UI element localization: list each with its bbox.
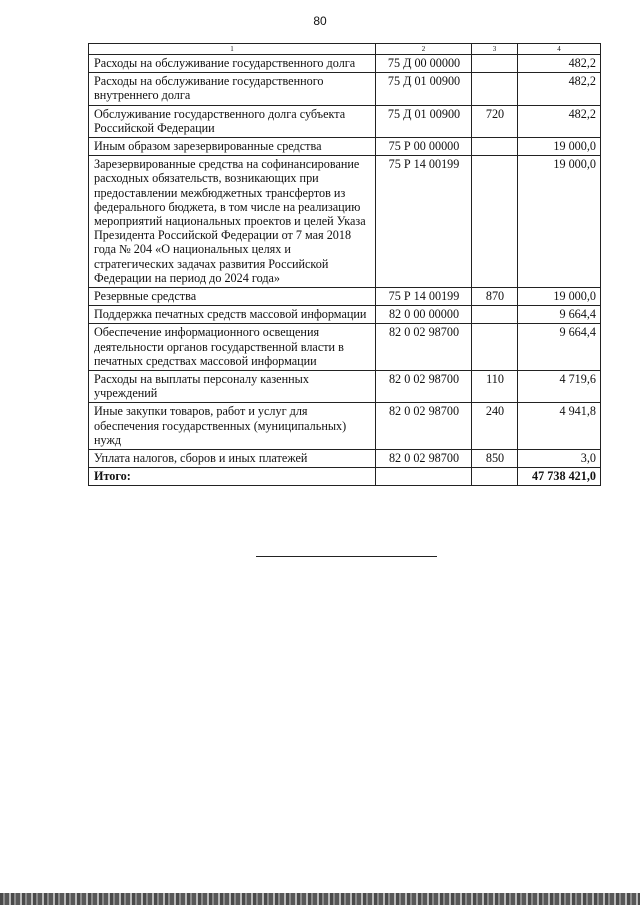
row-type — [472, 156, 518, 288]
table-row — [89, 324, 601, 371]
row-code: 75 Д 00 00000 — [376, 55, 472, 73]
row-code: 82 0 00 00000 — [376, 306, 472, 324]
row-amount: 482,2 — [518, 73, 601, 105]
row-name: Расходы на обслуживание государственного долга — [89, 55, 376, 73]
table-row — [89, 55, 601, 73]
row-name: Иным образом зарезервированные средства — [89, 138, 376, 156]
row-type — [472, 138, 518, 156]
page-number: 80 — [313, 14, 327, 28]
row-amount: 9 664,4 — [518, 324, 601, 371]
row-code: 75 Р 14 00199 — [376, 288, 472, 306]
row-code: 75 Д 01 00900 — [376, 73, 472, 105]
row-code: 82 0 02 98700 — [376, 371, 472, 403]
row-type — [472, 324, 518, 371]
row-name: Зарезервированные средства на софинансирование расходных обязательств, возникающих при предоставлении межбюджетных трансфертов из федерального бюджета, в том числе на реализацию мероприятий национальных проектов и целей Указа Президента Российской Федерации от 7 мая 2018 года № 204 «О национальных целях и стратегических задачах развития Российской Федерации на период до 2024 года» — [89, 156, 376, 288]
row-amount: 9 664,4 — [518, 306, 601, 324]
row-amount: 4 719,6 — [518, 371, 601, 403]
row-amount: 482,2 — [518, 55, 601, 73]
row-name: Поддержка печатных средств массовой информации — [89, 306, 376, 324]
row-name: Обеспечение информационного освещения деятельности органов государственной власти в печатных средствах массовой информации — [89, 324, 376, 371]
table-row — [89, 156, 601, 288]
row-type: 720 — [472, 105, 518, 137]
row-type — [472, 55, 518, 73]
row-type — [472, 73, 518, 105]
row-name: Обслуживание государственного долга субъекта Российской Федерации — [89, 105, 376, 137]
row-name: Уплата налогов, сборов и иных платежей — [89, 450, 376, 468]
budget-table — [88, 43, 601, 486]
row-amount: 4 941,8 — [518, 403, 601, 450]
total-label: Итого: — [89, 468, 376, 486]
row-type: 850 — [472, 450, 518, 468]
table-row — [89, 371, 601, 403]
total-amount: 47 738 421,0 — [518, 468, 601, 486]
total-empty-type — [472, 468, 518, 486]
total-row — [89, 468, 601, 486]
row-code: 75 Р 00 00000 — [376, 138, 472, 156]
header-col-3: 3 — [472, 44, 518, 55]
table-header-row — [89, 44, 601, 55]
budget-table-body — [89, 44, 601, 486]
row-amount: 19 000,0 — [518, 156, 601, 288]
total-empty-code — [376, 468, 472, 486]
row-amount: 19 000,0 — [518, 138, 601, 156]
closing-rule — [256, 556, 437, 557]
table-row — [89, 138, 601, 156]
row-amount: 482,2 — [518, 105, 601, 137]
table-row — [89, 105, 601, 137]
scan-edge-artifact — [0, 893, 640, 905]
row-code: 82 0 02 98700 — [376, 324, 472, 371]
row-type — [472, 306, 518, 324]
table-row — [89, 306, 601, 324]
header-col-1: 1 — [89, 44, 376, 55]
table-row — [89, 73, 601, 105]
row-amount: 19 000,0 — [518, 288, 601, 306]
row-code: 75 Д 01 00900 — [376, 105, 472, 137]
row-code: 82 0 02 98700 — [376, 450, 472, 468]
table-row — [89, 450, 601, 468]
row-type: 110 — [472, 371, 518, 403]
row-type: 870 — [472, 288, 518, 306]
row-amount: 3,0 — [518, 450, 601, 468]
row-name: Расходы на выплаты персоналу казенных учреждений — [89, 371, 376, 403]
header-col-2: 2 — [376, 44, 472, 55]
row-name: Резервные средства — [89, 288, 376, 306]
row-code: 82 0 02 98700 — [376, 403, 472, 450]
table-row — [89, 403, 601, 450]
row-code: 75 Р 14 00199 — [376, 156, 472, 288]
row-type: 240 — [472, 403, 518, 450]
header-col-4: 4 — [518, 44, 601, 55]
row-name: Расходы на обслуживание государственного внутреннего долга — [89, 73, 376, 105]
table-row — [89, 288, 601, 306]
row-name: Иные закупки товаров, работ и услуг для обеспечения государственных (муниципальных) нужд — [89, 403, 376, 450]
